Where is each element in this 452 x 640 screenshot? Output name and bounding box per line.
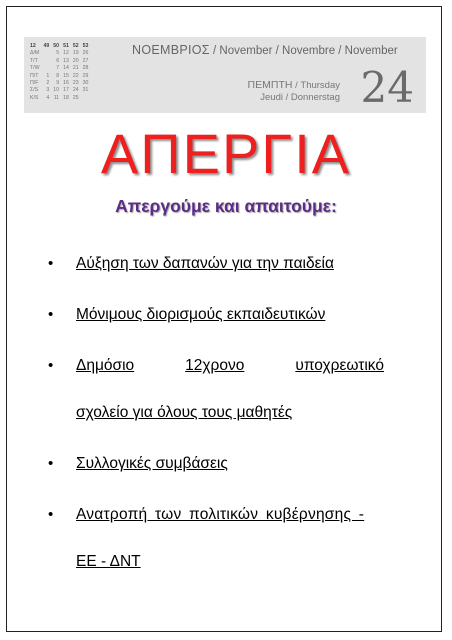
bullet: • — [48, 506, 54, 523]
calendar-cell: 26 — [82, 50, 89, 57]
calendar-cell: 4 — [46, 94, 50, 101]
calendar-cell: 8 — [56, 72, 60, 79]
calendar-cell: 14 — [63, 65, 69, 72]
calendar-cell: 51 — [63, 43, 69, 49]
demand-text: ΕΕ - ΔΝΤ — [76, 553, 141, 570]
calendar-cell — [42, 58, 52, 65]
strike-headline: ΑΠΕΡΓΙΑ — [100, 122, 352, 185]
calendar-cell — [42, 65, 52, 72]
calendar-cell: 25 — [72, 94, 79, 101]
demand-word: 12χρονο — [185, 357, 245, 374]
month-title — [132, 43, 398, 57]
calendar-cell — [42, 50, 52, 57]
calendar-cell: 29 — [82, 72, 89, 79]
mini-calendar — [30, 43, 90, 102]
calendar-cell: 3 — [46, 87, 50, 94]
bullet: • — [48, 357, 54, 374]
calendar-cell: 13 — [63, 57, 69, 64]
calendar-cell: 22 — [72, 72, 79, 79]
calendar-cell: 1 — [46, 72, 50, 79]
demand-text: Συλλογικές συμβάσεις — [76, 455, 228, 472]
calendar-cell: 53 — [82, 43, 89, 49]
subtitle: Απεργούμε και απαιτούμε: — [115, 196, 337, 216]
calendar-cell: 28 — [82, 65, 89, 72]
calendar-cell: 23 — [72, 80, 79, 87]
weekday-row — [30, 73, 90, 80]
calendar-cell: Π/T — [30, 72, 39, 79]
demand-text — [76, 357, 384, 375]
day-english: / Thursday — [295, 80, 340, 91]
demand-text: Αύξηση των δαπανών για την παιδεία — [76, 255, 334, 272]
calendar-cell: 2 — [46, 80, 50, 87]
month-translations: / November / Novembre / November — [213, 45, 398, 57]
day-name — [248, 80, 340, 103]
day-greek: ΠΕΜΠΤΗ — [247, 79, 293, 91]
calendar-cell: 9 — [56, 80, 60, 87]
calendar-cell: 12 — [63, 50, 69, 57]
calendar-cell: K/S — [30, 94, 39, 101]
day-name-line-1 — [248, 80, 340, 92]
calendar-cell: 12 — [30, 43, 36, 49]
demand-word: Δημόσιο — [76, 357, 135, 374]
week-number-row — [30, 43, 90, 50]
calendar-cell: 10 — [53, 87, 60, 94]
bullet: • — [48, 255, 54, 272]
calendar-cell: 24 — [72, 87, 79, 94]
calendar-cell: 18 — [63, 94, 69, 101]
calendar-cell: 19 — [72, 50, 79, 57]
calendar-cell: 27 — [82, 57, 89, 64]
weekday-row — [30, 80, 90, 87]
demand-text: Μόνιμους διορισμούς εκπαιδευτικών — [76, 306, 326, 323]
calendar-cell — [81, 95, 91, 102]
calendar-cell: 6 — [56, 57, 60, 64]
bullet: • — [48, 455, 54, 472]
calendar-cell: Π/F — [30, 80, 39, 87]
day-number: 24 — [360, 63, 414, 112]
calendar-header — [24, 37, 426, 113]
demand-text: σχολείο για όλους τους μαθητές — [76, 404, 293, 421]
demand-text: Ανατροπή των πολιτικών κυβέρνησης - — [76, 506, 365, 523]
calendar-cell: 49 — [43, 43, 50, 49]
calendar-cell: 52 — [72, 43, 79, 49]
calendar-cell: T/W — [30, 65, 40, 72]
demand-word: υποχρεωτικό — [295, 357, 384, 374]
calendar-cell: T/T — [30, 57, 38, 64]
calendar-cell: Σ/S — [30, 87, 39, 94]
bullet: • — [48, 306, 54, 323]
calendar-cell: 16 — [63, 80, 69, 87]
calendar-cell: 11 — [53, 94, 60, 101]
calendar-cell: 20 — [72, 57, 79, 64]
weekday-row — [30, 65, 90, 72]
calendar-cell: 21 — [72, 65, 79, 72]
calendar-cell: 50 — [53, 43, 60, 49]
weekday-row — [30, 58, 90, 65]
weekday-row — [30, 87, 90, 94]
calendar-cell: Δ/M — [30, 50, 40, 57]
day-name-line-2: Jeudi / Donnerstag — [260, 91, 340, 103]
calendar-cell: 17 — [63, 87, 69, 94]
calendar-cell: 15 — [63, 72, 69, 79]
calendar-cell: 5 — [56, 50, 60, 57]
calendar-cell: 7 — [56, 65, 60, 72]
weekday-row — [30, 95, 90, 102]
weekday-row — [30, 50, 90, 57]
calendar-cell: 30 — [82, 80, 89, 87]
month-greek: ΝΟΕΜΒΡΙΟΣ — [132, 43, 210, 57]
calendar-cell: 31 — [82, 87, 89, 94]
